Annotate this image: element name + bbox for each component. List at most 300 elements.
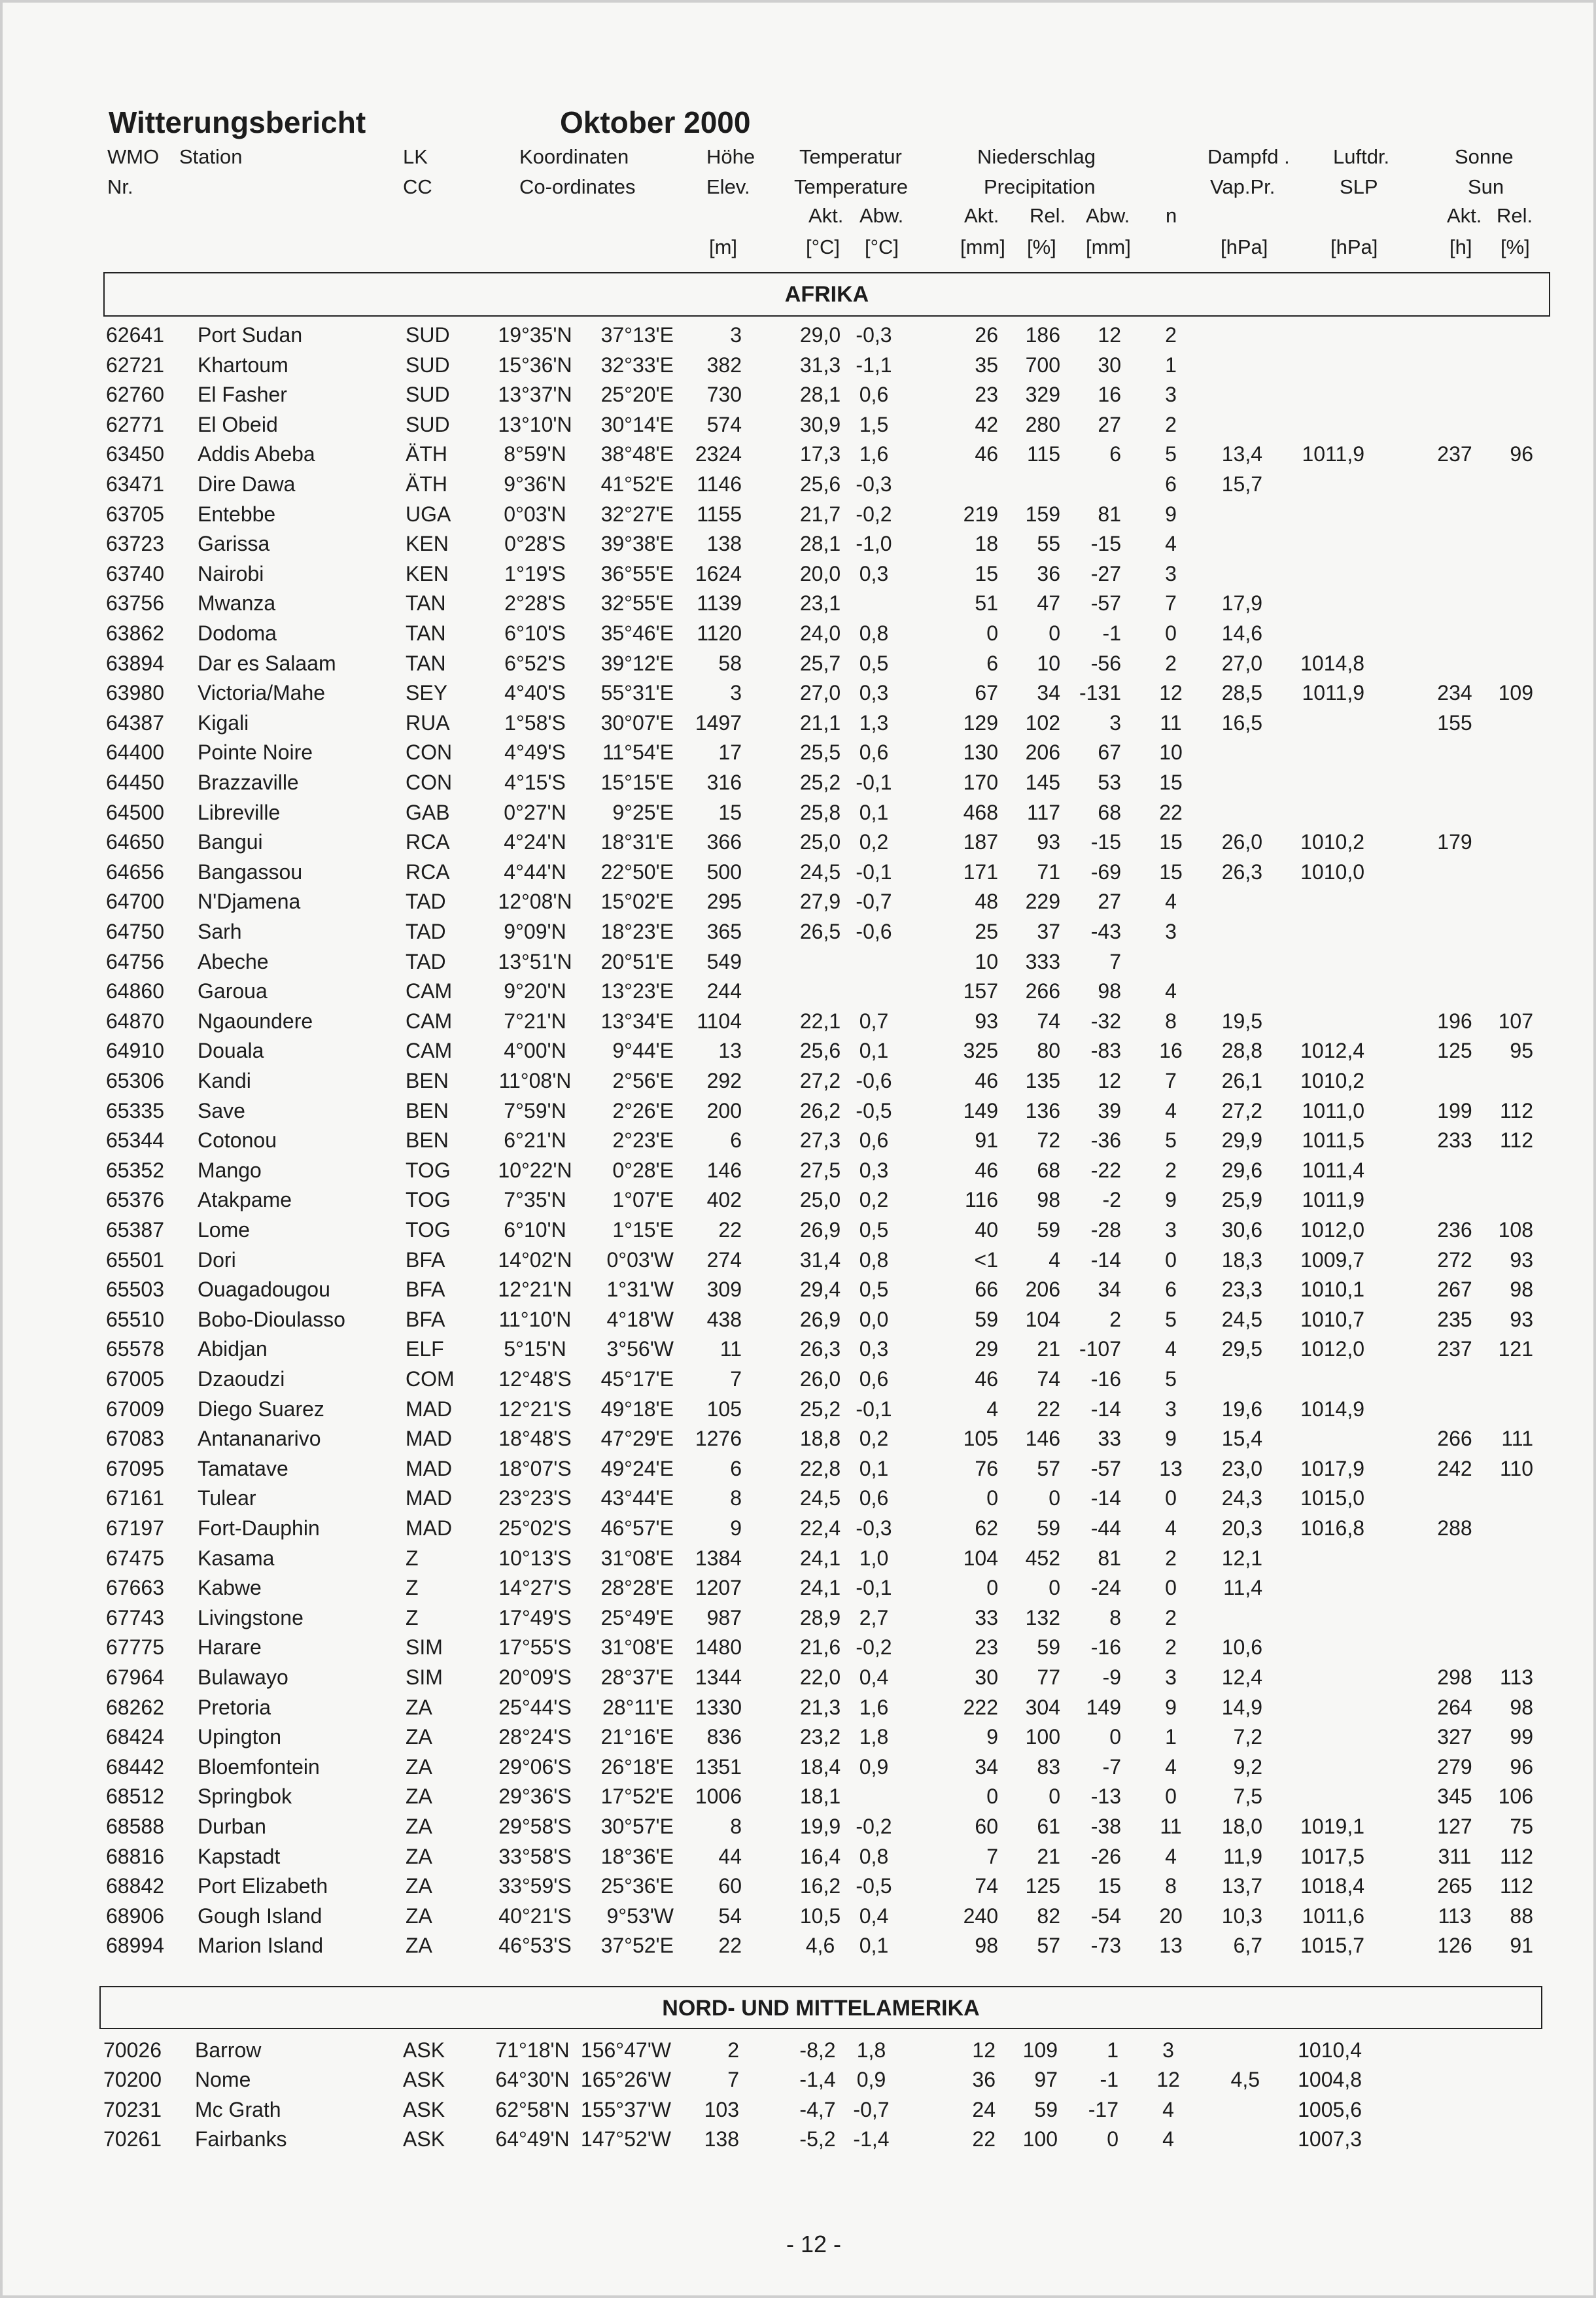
cell-vap: 26,1 [1221, 1069, 1262, 1092]
cell-p-rel: 102 [1025, 710, 1060, 735]
cell-p-abw: -22 [1090, 1158, 1121, 1182]
cell-t-abw: 0,3 [859, 561, 889, 585]
cell-station: Victoria/Mahe [198, 681, 326, 705]
cell-station: Abeche [198, 949, 269, 973]
cell-t-abw: 0,3 [859, 1337, 889, 1361]
hdr-unit-p-abw: [mm] [1086, 235, 1131, 258]
cell-lat: 17°55'S [498, 1635, 572, 1660]
cell-p-abw: -27 [1090, 561, 1121, 585]
cell-t-akt: 27,0 [799, 681, 841, 705]
cell-lk: TAD [406, 949, 446, 973]
cell-nr: 68512 [106, 1784, 164, 1809]
cell-lat: 5°15'N [504, 1337, 566, 1361]
cell-station: Kandi [198, 1069, 251, 1092]
cell-elev: 11 [720, 1337, 742, 1361]
cell-elev: 138 [704, 2127, 739, 2151]
cell-nr: 64756 [106, 949, 164, 973]
cell-lon: 1°07'E [612, 1188, 674, 1212]
cell-station: Gough Island [198, 1904, 322, 1928]
cell-t-abw: 0,5 [859, 1218, 889, 1242]
cell-station: Mwanza [198, 591, 276, 616]
cell-station: Port Sudan [198, 323, 303, 347]
hdr-precipitation: Precipitation [984, 175, 1096, 198]
cell-p-abw: 81 [1098, 1546, 1121, 1570]
cell-elev: 17 [718, 740, 742, 765]
cell-slp: 1007,3 [1298, 2127, 1362, 2151]
cell-s-rel: 110 [1499, 1456, 1533, 1480]
cell-t-akt: 19,9 [799, 1815, 841, 1838]
cell-lk: ASK [403, 2068, 445, 2092]
cell-p-abw: 8 [1109, 1605, 1121, 1629]
cell-t-akt: 26,0 [799, 1367, 841, 1391]
cell-t-akt: 24,1 [799, 1576, 841, 1600]
cell-lk: TAN [406, 651, 446, 675]
cell-n: 4 [1165, 1098, 1177, 1123]
cell-elev: 7 [730, 1367, 742, 1391]
cell-p-rel: 159 [1025, 502, 1060, 526]
cell-s-akt: 233 [1437, 1128, 1472, 1153]
cell-lat: 2°28'S [504, 591, 566, 616]
cell-p-rel: 98 [1037, 1188, 1060, 1212]
cell-s-rel: 121 [1498, 1337, 1533, 1361]
cell-lon: 2°23'E [612, 1128, 674, 1153]
cell-vap: 26,3 [1221, 860, 1262, 884]
cell-lk: TAN [406, 591, 446, 616]
cell-p-abw: 98 [1098, 979, 1121, 1003]
cell-vap: 12,1 [1221, 1546, 1262, 1570]
cell-lon: 47°29'E [600, 1427, 674, 1451]
cell-vap: 25,9 [1221, 1188, 1262, 1212]
cell-lon: 55°31'E [600, 681, 674, 705]
cell-t-akt: 26,3 [799, 1337, 841, 1361]
cell-vap: 9,2 [1233, 1754, 1262, 1779]
cell-lat: 9°36'N [504, 472, 566, 496]
cell-n: 13 [1159, 1934, 1183, 1958]
cell-s-rel: 113 [1499, 1665, 1533, 1689]
cell-lat: 40°21'S [498, 1904, 572, 1928]
cell-lon: 2°56'E [612, 1069, 674, 1092]
cell-elev: 987 [706, 1605, 742, 1629]
cell-nr: 65306 [106, 1069, 164, 1092]
cell-t-akt: 20,0 [799, 561, 841, 585]
cell-lon: 32°27'E [600, 502, 674, 526]
cell-slp: 1012,0 [1300, 1337, 1364, 1361]
cell-station: Livingstone [198, 1605, 304, 1629]
cell-slp: 1015,7 [1300, 1934, 1364, 1958]
cell-t-abw: -0,1 [856, 1397, 892, 1421]
cell-lat: 19°35'N [498, 323, 572, 347]
cell-p-rel: 21 [1037, 1337, 1060, 1361]
cell-lon: 30°14'E [600, 412, 674, 436]
cell-nr: 68442 [106, 1754, 164, 1779]
cell-slp: 1011,6 [1302, 1904, 1364, 1928]
cell-n: 4 [1165, 1844, 1177, 1868]
cell-lk: ASK [403, 2097, 445, 2121]
cell-n: 9 [1165, 1695, 1177, 1719]
cell-lon: 35°46'E [600, 621, 674, 645]
cell-elev: 60 [718, 1874, 742, 1898]
cell-lon: 30°07'E [600, 710, 674, 735]
cell-t-abw: 0,6 [859, 1367, 889, 1391]
cell-p-rel: 47 [1037, 591, 1060, 616]
cell-station: Dire Dawa [198, 472, 296, 496]
cell-p-rel: 59 [1037, 1516, 1060, 1540]
cell-lat: 12°21'S [498, 1397, 572, 1421]
cell-s-akt: 279 [1437, 1754, 1472, 1779]
cell-lk: SUD [406, 353, 450, 377]
cell-n: 2 [1165, 1605, 1177, 1629]
cell-t-akt: 24,0 [799, 621, 841, 645]
cell-station: Nome [195, 2068, 251, 2092]
cell-p-akt: 130 [963, 740, 998, 765]
cell-lon: 32°33'E [600, 353, 674, 377]
cell-p-abw: 81 [1098, 502, 1121, 526]
cell-p-rel: 71 [1037, 860, 1060, 884]
cell-t-akt: 25,8 [799, 800, 841, 824]
cell-lat: 0°03'N [504, 502, 566, 526]
cell-t-akt: 31,4 [799, 1247, 841, 1272]
hdr-sonne: Sonne [1455, 145, 1514, 168]
cell-slp: 1012,0 [1300, 1218, 1364, 1242]
cell-t-abw: 0,1 [859, 1934, 889, 1958]
cell-elev: 574 [706, 412, 742, 436]
cell-slp: 1014,9 [1300, 1397, 1364, 1421]
cell-station: Port Elizabeth [198, 1874, 328, 1898]
cell-lat: 4°40'S [504, 681, 566, 705]
cell-vap: 6,7 [1233, 1934, 1262, 1958]
cell-n: 4 [1165, 890, 1177, 914]
cell-p-rel: 59 [1034, 2097, 1058, 2121]
cell-lk: SEY [406, 681, 448, 705]
cell-p-rel: 4 [1049, 1247, 1060, 1272]
cell-t-akt: 25,2 [799, 1397, 841, 1421]
cell-t-akt: 25,5 [799, 740, 841, 765]
cell-p-akt: 7 [986, 1844, 998, 1868]
cell-n: 4 [1162, 2097, 1174, 2121]
cell-elev: 365 [706, 920, 742, 943]
cell-station: Marion Island [198, 1934, 324, 1958]
cell-lat: 1°19'S [504, 561, 566, 585]
cell-lk: BFA [406, 1307, 445, 1331]
cell-t-akt: 25,7 [799, 651, 841, 675]
cell-lon: 46°57'E [600, 1516, 674, 1540]
cell-lat: 17°49'S [498, 1605, 572, 1629]
cell-elev: 1624 [695, 561, 742, 585]
cell-t-akt: -5,2 [799, 2127, 836, 2151]
cell-lon: 22°50'E [600, 860, 674, 884]
cell-lk: ELF [406, 1337, 444, 1361]
cell-lat: 64°49'N [495, 2127, 570, 2151]
cell-lk: MAD [406, 1516, 453, 1540]
cell-nr: 65387 [106, 1218, 164, 1242]
cell-nr: 63862 [106, 621, 164, 645]
cell-t-akt: 29,4 [799, 1278, 841, 1302]
cell-s-rel: 99 [1510, 1725, 1533, 1749]
cell-p-abw: -24 [1090, 1576, 1121, 1600]
cell-lon: 13°23'E [600, 979, 674, 1003]
cell-elev: 309 [706, 1278, 742, 1302]
cell-t-abw: -0,3 [856, 472, 892, 496]
cell-lk: COM [406, 1367, 455, 1391]
cell-station: Atakpame [198, 1188, 292, 1212]
cell-s-rel: 91 [1510, 1934, 1533, 1958]
cell-vap: 30,6 [1221, 1218, 1262, 1242]
cell-p-akt: 104 [963, 1546, 998, 1570]
cell-n: 2 [1165, 1158, 1177, 1182]
cell-elev: 7 [727, 2068, 739, 2092]
cell-elev: 6 [730, 1456, 742, 1480]
cell-n: 4 [1165, 1754, 1177, 1779]
cell-slp: 1019,1 [1300, 1815, 1364, 1838]
cell-n: 9 [1165, 1427, 1177, 1451]
cell-elev: 200 [706, 1098, 742, 1123]
cell-lon: 18°36'E [600, 1844, 674, 1868]
cell-lk: SIM [406, 1665, 443, 1689]
cell-p-akt: 4 [986, 1397, 998, 1421]
cell-t-akt: 27,5 [799, 1158, 841, 1182]
hdr-coordinates: Co-ordinates [519, 175, 636, 198]
cell-lk: TOG [406, 1158, 451, 1182]
cell-p-abw: -26 [1090, 1844, 1121, 1868]
cell-n: 0 [1165, 621, 1177, 645]
cell-p-akt: 59 [975, 1307, 998, 1331]
cell-lat: 1°58'S [504, 710, 566, 735]
cell-p-akt: 76 [975, 1456, 998, 1480]
cell-lon: 9°44'E [612, 1039, 674, 1063]
cell-vap: 10,3 [1221, 1904, 1262, 1928]
cell-t-abw: 0,6 [859, 1128, 889, 1153]
cell-lon: 39°38'E [600, 532, 674, 556]
cell-p-abw: 2 [1109, 1307, 1121, 1331]
cell-vap: 18,0 [1221, 1815, 1262, 1838]
cell-elev: 58 [718, 651, 742, 675]
cell-t-akt: 21,3 [799, 1695, 841, 1719]
cell-station: Khartoum [198, 353, 288, 377]
cell-s-akt: 237 [1437, 442, 1472, 466]
cell-lk: KEN [406, 532, 449, 556]
cell-n: 4 [1165, 532, 1177, 556]
cell-n: 0 [1165, 1247, 1177, 1272]
cell-p-abw: -2 [1102, 1188, 1121, 1212]
cell-vap: 10,6 [1221, 1635, 1262, 1660]
cell-n: 6 [1165, 1278, 1177, 1302]
cell-p-akt: 0 [986, 1486, 998, 1510]
cell-s-rel: 112 [1499, 1874, 1533, 1898]
cell-lon: 155°37'W [580, 2097, 671, 2121]
cell-s-rel: 75 [1510, 1815, 1533, 1838]
cell-p-rel: 145 [1025, 771, 1060, 794]
cell-t-abw: 1,0 [859, 1546, 889, 1570]
cell-nr: 65503 [106, 1278, 164, 1302]
cell-p-akt: 62 [975, 1516, 998, 1540]
cell-p-abw: -83 [1090, 1039, 1121, 1063]
cell-nr: 67009 [106, 1397, 164, 1421]
cell-t-akt: 31,3 [799, 353, 841, 377]
cell-p-akt: 149 [963, 1098, 998, 1123]
cell-s-akt: 265 [1437, 1874, 1472, 1898]
cell-elev: 9 [730, 1516, 742, 1540]
cell-nr: 70231 [103, 2097, 162, 2121]
cell-station: Bangui [198, 830, 263, 854]
cell-nr: 67095 [106, 1456, 164, 1480]
cell-p-abw: -32 [1090, 1009, 1121, 1033]
cell-t-akt: -1,4 [799, 2068, 836, 2092]
cell-lat: 9°09'N [504, 920, 566, 943]
cell-elev: 103 [704, 2097, 739, 2121]
cell-t-abw: 1,6 [859, 442, 889, 466]
cell-nr: 64910 [106, 1039, 164, 1063]
cell-p-rel: 68 [1037, 1158, 1060, 1182]
cell-nr: 67663 [106, 1576, 164, 1600]
cell-station: Entebbe [198, 502, 276, 526]
cell-lat: 0°27'N [504, 800, 566, 824]
cell-station: Fairbanks [195, 2127, 287, 2151]
cell-nr: 64387 [106, 710, 164, 735]
cell-nr: 63740 [106, 561, 164, 585]
cell-lat: 7°21'N [504, 1009, 566, 1033]
cell-p-akt: 33 [975, 1605, 998, 1629]
cell-t-abw: -0,2 [856, 1635, 892, 1660]
cell-slp: 1011,9 [1302, 442, 1364, 466]
cell-lk: ZA [406, 1784, 432, 1809]
cell-vap: 12,4 [1221, 1665, 1262, 1689]
cell-lon: 39°12'E [600, 651, 674, 675]
cell-station: Kapstadt [198, 1844, 281, 1868]
cell-lat: 4°49'S [504, 740, 566, 765]
cell-t-akt: 4,6 [805, 1934, 835, 1958]
cell-t-akt: 23,1 [799, 591, 841, 616]
cell-n: 2 [1165, 412, 1177, 436]
cell-p-akt: 105 [963, 1427, 998, 1451]
hdr-unit-s-rel: [%] [1501, 235, 1530, 258]
cell-station: El Fasher [198, 383, 287, 407]
cell-t-abw: 0,8 [859, 1247, 889, 1272]
cell-lon: 37°13'E [600, 323, 674, 347]
cell-elev: 1146 [697, 472, 742, 496]
cell-p-akt: 93 [975, 1009, 998, 1033]
cell-p-akt: 222 [963, 1695, 998, 1719]
cell-s-akt: 234 [1437, 681, 1472, 705]
cell-elev: 1155 [697, 502, 742, 526]
cell-s-rel: 98 [1510, 1278, 1533, 1302]
cell-lat: 12°21'N [498, 1278, 572, 1302]
cell-elev: 3 [730, 323, 742, 347]
cell-lat: 8°59'N [504, 442, 566, 466]
cell-vap: 18,3 [1221, 1247, 1262, 1272]
cell-p-akt: 129 [963, 710, 998, 735]
cell-station: Antananarivo [198, 1427, 321, 1451]
cell-p-akt: 25 [975, 920, 998, 943]
cell-station: Mc Grath [195, 2097, 281, 2121]
cell-elev: 1497 [695, 710, 742, 735]
cell-lk: Z [406, 1576, 419, 1600]
cell-lon: 30°57'E [600, 1815, 674, 1838]
cell-n: 0 [1165, 1486, 1177, 1510]
cell-lat: 18°48'S [498, 1427, 572, 1451]
cell-t-abw: 1,8 [859, 1725, 889, 1749]
hdr-dampfdruck: Dampfd . [1207, 145, 1290, 168]
cell-n: 4 [1165, 979, 1177, 1003]
cell-nr: 68588 [106, 1815, 164, 1838]
cell-elev: 2324 [695, 442, 742, 466]
cell-lon: 32°55'E [600, 591, 674, 616]
cell-t-akt: 25,2 [799, 771, 841, 794]
cell-n: 1 [1165, 353, 1177, 377]
cell-t-akt: 24,1 [799, 1546, 841, 1570]
cell-t-akt: 26,5 [799, 920, 841, 943]
cell-t-abw: 0,4 [859, 1665, 889, 1689]
cell-t-abw: 0,6 [859, 1486, 889, 1510]
cell-elev: 1344 [695, 1665, 742, 1689]
cell-vap: 23,3 [1221, 1278, 1262, 1302]
cell-station: Sarh [198, 920, 242, 943]
cell-lat: 23°23'S [498, 1486, 572, 1510]
cell-vap: 29,9 [1221, 1128, 1262, 1153]
hdr-unit-slp: [hPa] [1330, 235, 1378, 258]
cell-p-akt: 240 [963, 1904, 998, 1928]
cell-s-rel: 95 [1510, 1039, 1533, 1063]
cell-nr: 63756 [106, 591, 164, 616]
cell-nr: 64500 [106, 800, 164, 824]
cell-lat: 6°10'S [504, 621, 566, 645]
cell-lon: 3°56'W [606, 1337, 674, 1361]
cell-n: 0 [1165, 1576, 1177, 1600]
cell-s-rel: 112 [1499, 1128, 1533, 1153]
page-number: - 12 - [786, 2231, 842, 2257]
section-band-afrika [103, 272, 1550, 317]
cell-station: Durban [198, 1815, 266, 1838]
cell-t-abw: 0,4 [859, 1904, 889, 1928]
cell-t-abw: 0,3 [859, 1158, 889, 1182]
hdr-slp: SLP [1340, 175, 1378, 198]
cell-station: Bloemfontein [198, 1754, 320, 1779]
cell-n: 3 [1165, 1665, 1177, 1689]
cell-vap: 7,2 [1233, 1725, 1262, 1749]
cell-t-akt: -4,7 [799, 2097, 836, 2121]
cell-elev: 500 [706, 860, 742, 884]
cell-station: Libreville [198, 800, 281, 824]
cell-p-abw: 6 [1109, 442, 1121, 466]
cell-lon: 1°15'E [612, 1218, 674, 1242]
cell-p-rel: 77 [1037, 1665, 1060, 1689]
cell-nr: 65344 [106, 1128, 164, 1153]
cell-p-akt: 98 [975, 1934, 998, 1958]
cell-t-abw: 0,1 [859, 1456, 889, 1480]
cell-station: Ngaoundere [198, 1009, 313, 1033]
cell-nr: 67005 [106, 1367, 164, 1391]
cell-slp: 1011,9 [1302, 681, 1364, 705]
cell-slp: 1010,2 [1300, 1069, 1364, 1092]
cell-p-abw: -9 [1102, 1665, 1121, 1689]
cell-t-abw: -0,5 [856, 1098, 892, 1123]
cell-p-rel: 700 [1025, 353, 1060, 377]
cell-p-abw: -15 [1090, 532, 1121, 556]
cell-p-akt: 66 [975, 1278, 998, 1302]
hdr-koordinaten: Koordinaten [519, 145, 629, 168]
cell-s-akt: 345 [1437, 1784, 1472, 1809]
cell-elev: 244 [706, 979, 742, 1003]
cell-t-akt: 26,9 [799, 1218, 841, 1242]
cell-s-akt: 155 [1437, 710, 1472, 735]
cell-nr: 67197 [106, 1516, 164, 1540]
hdr-s-akt: Akt. [1447, 204, 1482, 227]
cell-station: Dori [198, 1247, 236, 1272]
cell-lk: UGA [406, 502, 451, 526]
cell-station: Tamatave [198, 1456, 288, 1480]
cell-lat: 12°08'N [498, 890, 572, 914]
cell-p-rel: 21 [1037, 1844, 1060, 1868]
cell-p-abw: -38 [1090, 1815, 1121, 1838]
